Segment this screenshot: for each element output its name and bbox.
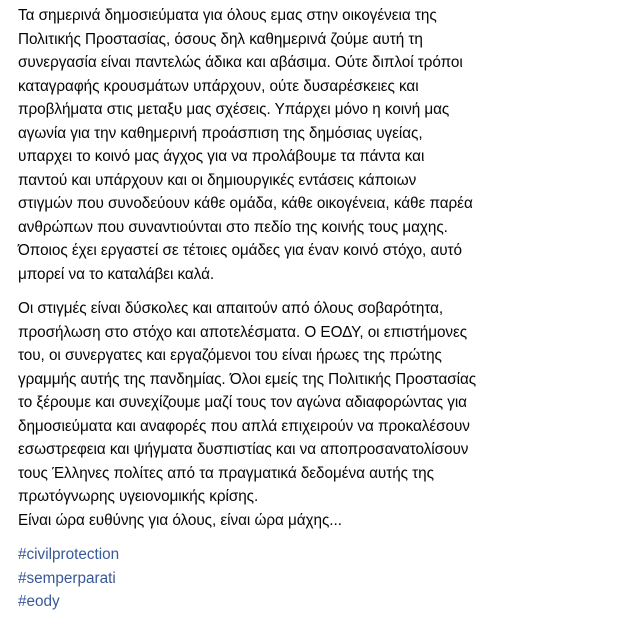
hashtag-civilprotection-link[interactable]: #civilprotection xyxy=(18,546,120,563)
text-line: στιγμών που συνοδεύουν κάθε ομάδα, κάθε οικογένεια, κάθε παρέα xyxy=(18,195,473,212)
text-line: συνεργασία είναι παντελώς άδικα και αβάσιμα. Ούτε διπλοί τρόποι xyxy=(18,54,463,71)
text-line: προβλήματα στις μεταξυ μας σχέσεις. Υπάρχει μόνο η κοινή μας xyxy=(18,101,450,118)
text-line: Πολιτικής Προστασίας, όσους δηλ καθημερινά ζούμε αυτή τη xyxy=(18,30,423,48)
post-paragraph-2 xyxy=(18,297,623,532)
text-line: καταγραφής κρουσμάτων υπάρχουν, ούτε δυσαρέσκειες και xyxy=(18,77,419,95)
text-line: εσωστρεφεια και ψήγματα δυσπιστίας και να αποπροσανατολίσουν xyxy=(18,441,469,458)
text-line: παντού και υπάρχουν και οι δημιουργικές εντάσεις κάποιων xyxy=(18,171,417,189)
text-line: το ξέρουμε και συνεχίζουμε μαζί τους τον αγώνα αδιαφορώντας για xyxy=(18,394,467,411)
text-line: Οι στιγμές είναι δύσκολες και απαιτούν από όλους σοβαρότητα, xyxy=(18,300,444,317)
hashtag-list xyxy=(18,543,623,614)
text-line: προσήλωση στο στόχο και αποτελέσματα. Ο ΕΟΔΥ, οι επιστήμονες xyxy=(18,323,468,341)
text-line: Τα σημερινά δημοσιεύματα για όλους εμας στην οικογένεια της xyxy=(18,7,437,24)
text-line: μπορεί να το καταλάβει καλά. xyxy=(18,265,215,283)
text-line: δημοσιεύματα και αναφορές που απλά επιχειρούν να προκαλέσουν xyxy=(18,417,470,435)
hashtag-semperparati-link[interactable]: #semperparati xyxy=(18,569,116,587)
text-line: αγωνία για την καθημερινή προάσπιση της δημόσιας υγείας, xyxy=(18,124,423,142)
post-paragraph-1 xyxy=(18,4,623,286)
text-line: Είναι ώρα ευθύνης για όλους, είναι ώρα μάχης... xyxy=(18,511,342,529)
text-line: γραμμής αυτής της πανδημίας. Όλοι εμείς της Πολιτικής Προστασίας xyxy=(18,370,477,388)
text-line: πρωτόγνωρης υγειονομικής κρίσης. xyxy=(18,488,259,505)
text-line: Όποιος έχει εργαστεί σε τέτοιες ομάδες για έναν κοινό στόχο, αυτό xyxy=(18,242,463,259)
text-line: υπαρχει το κοινό μας άγχος για να προλάβουμε τα πάντα και xyxy=(18,148,425,165)
text-line: ανθρώπων που συναντιούνται στο πεδίο της κοινής τους μαχης. xyxy=(18,218,448,236)
text-line: τους Έλληνες πολίτες από τα πραγματικά δεδομένα αυτής της xyxy=(18,464,434,482)
text-line: του, οι συνεργατες και εργαζόμενοι του είναι ήρωες της πρώτης xyxy=(18,347,442,364)
post-body xyxy=(18,4,623,614)
hashtag-eody-link[interactable]: #eody xyxy=(18,593,60,610)
